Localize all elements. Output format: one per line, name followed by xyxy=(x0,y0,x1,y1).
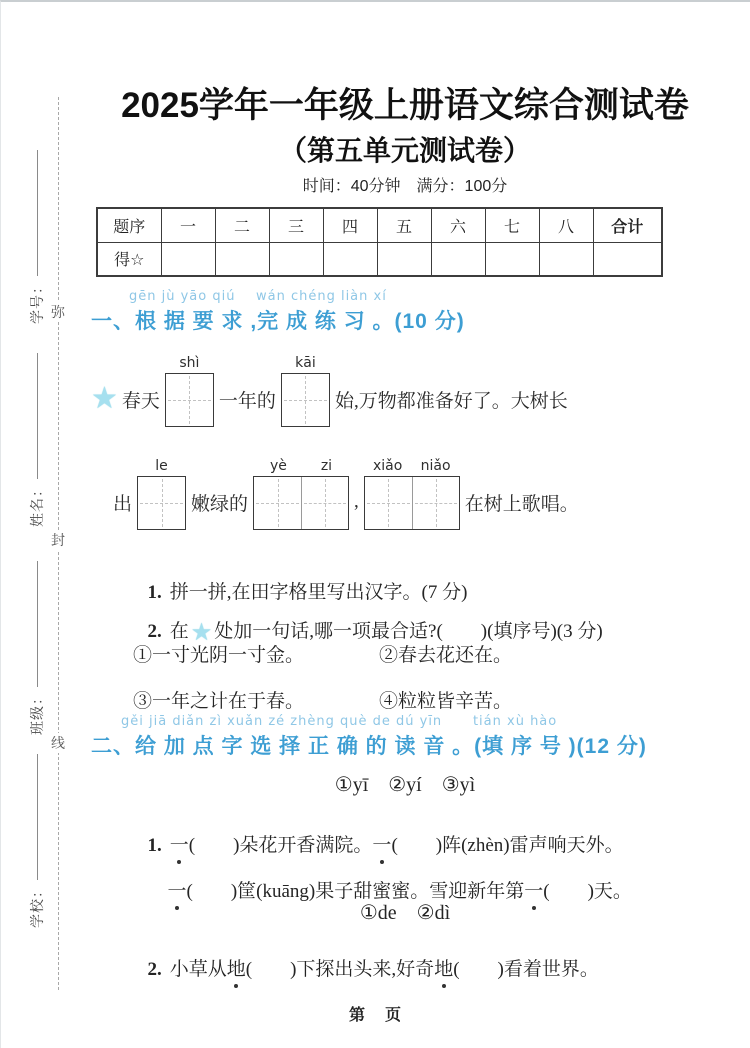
section1-exercise-line2 xyxy=(91,458,579,533)
writing-grid-shi[interactable] xyxy=(165,353,214,427)
tian-grid-cell[interactable] xyxy=(138,477,185,529)
section2-pinyin: gěi jiā diǎn zì xuǎn zé zhèng què de dú yīn tián xù hào xyxy=(121,714,558,729)
student-name-field[interactable] xyxy=(27,327,47,527)
dotted-char: 地 xyxy=(434,954,453,981)
question-text: 拼一拼,在田字格里写出汉字。(7 分) xyxy=(169,582,468,603)
tian-grid-cell[interactable] xyxy=(254,477,301,529)
question-text: 小草从 xyxy=(169,959,227,980)
score-cell[interactable] xyxy=(161,242,215,276)
writing-grid-le[interactable] xyxy=(137,456,186,530)
score-table-total-cell: 合计 xyxy=(593,208,662,242)
paper-title: 2025学年一年级上册语文综合测试卷 xyxy=(121,86,689,125)
student-id-field[interactable] xyxy=(27,124,47,324)
question-number: 1. xyxy=(147,582,162,603)
school-label: 学校： xyxy=(29,883,45,928)
tian-grid-cell[interactable] xyxy=(365,477,412,529)
section2-choices-yi: ①yī ②yí ③yì xyxy=(334,774,476,796)
seal-char-xian: 线 xyxy=(51,735,65,751)
score-table-header-cell: 一 xyxy=(161,208,215,242)
tian-grid-cell[interactable] xyxy=(166,374,213,426)
question-number: 1. xyxy=(147,835,162,856)
class-field[interactable] xyxy=(27,535,47,735)
grid-pinyin-ye: yè xyxy=(269,458,287,474)
class-blank-line[interactable] xyxy=(37,561,38,687)
question-text: ( )朵花开香满院。 xyxy=(188,835,373,856)
score-cell[interactable] xyxy=(539,242,593,276)
question-text: ( )看着世界。 xyxy=(453,959,599,980)
question-number: 2. xyxy=(147,959,162,980)
grid-pinyin-xiao: xiǎo xyxy=(372,458,403,474)
writing-grid-kai[interactable] xyxy=(281,353,330,427)
dotted-char: 一 xyxy=(524,876,543,903)
exercise-text: 始,万物都准备好了。大树长 xyxy=(334,390,568,412)
exercise-text: 春天 xyxy=(121,390,160,412)
score-cell[interactable] xyxy=(215,242,269,276)
time-score-info: 时间：40分钟 满分：100分 xyxy=(302,178,508,195)
option-3[interactable]: ③一年之计在于春。 xyxy=(133,691,305,712)
question-text: ( )下探出头来,好奇 xyxy=(245,959,435,980)
score-table-score-row xyxy=(97,242,662,276)
score-cell[interactable] xyxy=(377,242,431,276)
section2-choices-de: ①de ②dì xyxy=(359,902,451,924)
paper-content xyxy=(91,2,719,1048)
writing-grid-yezi[interactable] xyxy=(253,456,349,530)
option-2[interactable]: ②春去花还在。 xyxy=(379,645,513,666)
page-footer: 第 页 xyxy=(348,1007,403,1024)
student-name-label: 姓名： xyxy=(29,482,45,527)
exercise-text: 一年的 xyxy=(218,390,276,412)
exercise-text: 在树上歌唱。 xyxy=(464,493,579,515)
score-cell[interactable] xyxy=(269,242,323,276)
score-table-header-cell: 四 xyxy=(323,208,377,242)
score-cell[interactable] xyxy=(431,242,485,276)
dotted-char: 地 xyxy=(227,954,246,981)
score-cell-total[interactable] xyxy=(593,242,662,276)
score-table-header-row xyxy=(97,208,662,242)
score-table-header-cell: 七 xyxy=(485,208,539,242)
question-text: ( )阵(zhèn)雷声响天外。 xyxy=(391,835,624,856)
exercise-text: 出 xyxy=(113,493,133,515)
question-number: 2. xyxy=(147,621,162,642)
score-table-header-cell: 六 xyxy=(431,208,485,242)
seal-char-feng: 封 xyxy=(51,532,65,548)
tian-grid-cell[interactable] xyxy=(282,374,329,426)
section1-pinyin: gēn jù yāo qiú wán chéng liàn xí xyxy=(129,289,387,304)
school-blank-line[interactable] xyxy=(37,754,38,880)
star-icon: ★ xyxy=(91,381,118,416)
section1-exercise-line1 xyxy=(91,355,568,430)
option-4[interactable]: ④粒粒皆辛苦。 xyxy=(379,691,513,712)
paper-subtitle: （第五单元测试卷） xyxy=(278,135,531,166)
score-row-label: 得☆ xyxy=(97,242,161,276)
score-table-header-cell: 题序 xyxy=(97,208,161,242)
student-id-blank-line[interactable] xyxy=(37,150,38,276)
dotted-char: 一 xyxy=(168,876,187,903)
grid-pinyin-le: le xyxy=(155,458,168,474)
student-id-label: 学号： xyxy=(29,279,45,324)
writing-grid-xiaoniao[interactable] xyxy=(364,456,460,530)
grid-pinyin-kai: kāi xyxy=(295,355,316,371)
score-cell[interactable] xyxy=(323,242,377,276)
question-text: 处加一句话,哪一项最合适?( )(填序号)(3 分) xyxy=(214,621,603,642)
student-name-blank-line[interactable] xyxy=(37,353,38,479)
seal-char-mi: 弥 xyxy=(51,304,65,320)
score-table-header-cell: 八 xyxy=(539,208,593,242)
option-1[interactable]: ①一寸光阴一寸金。 xyxy=(133,645,305,666)
grid-pinyin-zi: zi xyxy=(320,458,333,474)
score-cell[interactable] xyxy=(485,242,539,276)
section1-heading: 一、根 据 要 求 ,完 成 练 习 。(10 分) xyxy=(91,310,465,333)
grid-pinyin-shi: shì xyxy=(179,355,200,371)
school-field[interactable] xyxy=(27,728,47,928)
question-text: 在 xyxy=(169,621,189,642)
class-label: 班级： xyxy=(29,690,45,735)
question-text: ( )天。 xyxy=(543,881,632,902)
tian-grid-cell[interactable] xyxy=(412,477,459,529)
score-table xyxy=(96,207,663,277)
grid-pinyin-niao: niǎo xyxy=(420,458,451,474)
section2-question2 xyxy=(119,932,599,1003)
dotted-char: 一 xyxy=(372,830,391,857)
section2-heading: 二、给 加 点 字 选 择 正 确 的 读 音 。(填 序 号 )(12 分) xyxy=(91,735,647,758)
score-table-header-cell: 三 xyxy=(269,208,323,242)
exercise-text: , xyxy=(354,491,359,512)
score-table-header-cell: 二 xyxy=(215,208,269,242)
dotted-char: 一 xyxy=(170,830,189,857)
star-icon: ★ xyxy=(190,618,213,646)
exercise-text: 嫩绿的 xyxy=(191,493,249,515)
tian-grid-cell[interactable] xyxy=(301,477,348,529)
question-text: ( )筐(kuāng)果子甜蜜蜜。雪迎新年第 xyxy=(186,881,525,902)
score-table-header-cell: 五 xyxy=(377,208,431,242)
